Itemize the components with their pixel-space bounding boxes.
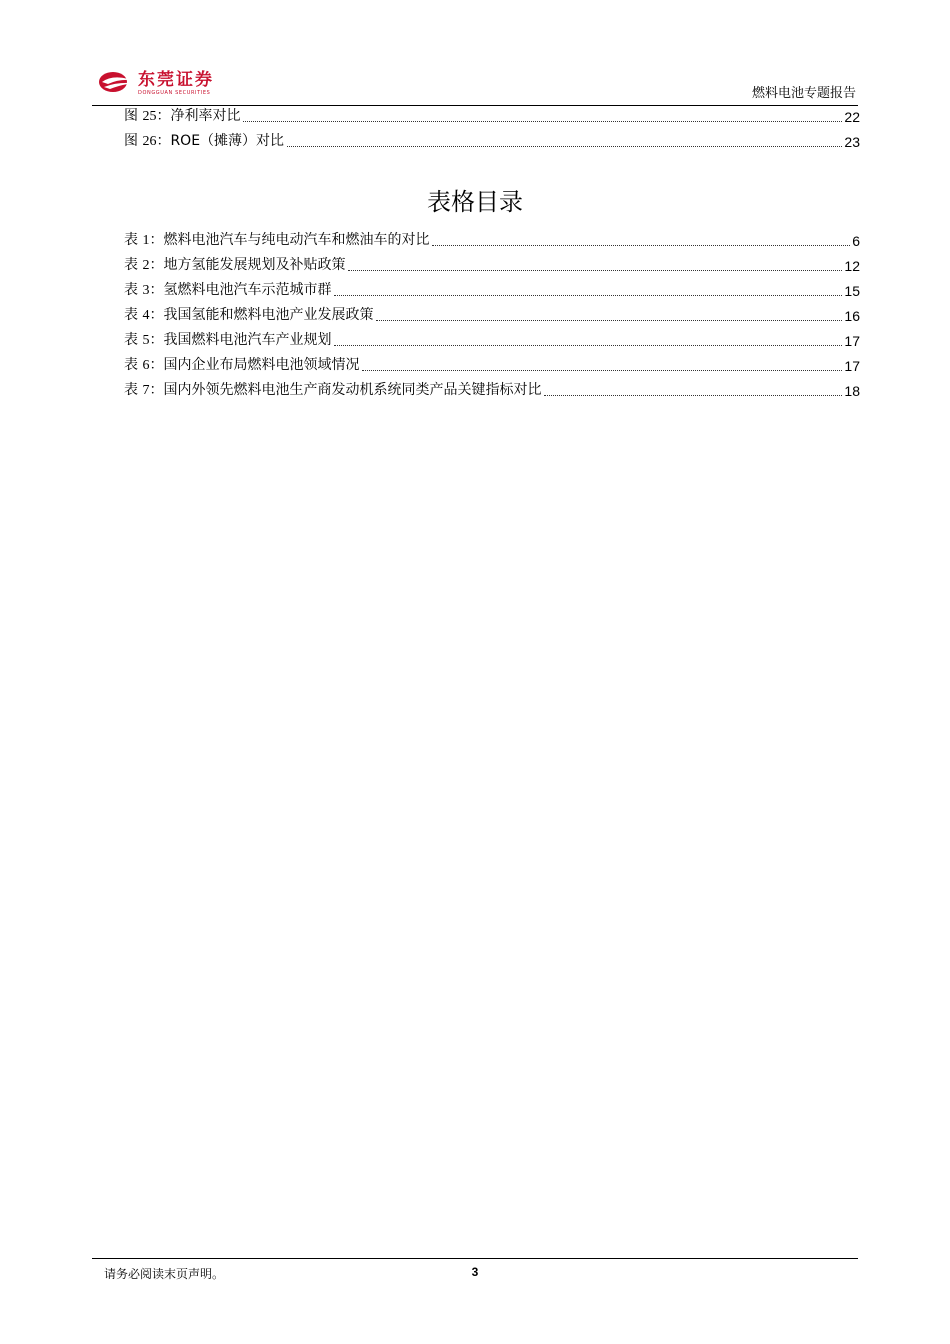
toc-entry-label: 图 26：ROE（摊薄）对比 <box>124 133 285 149</box>
toc-page-number: 16 <box>844 308 860 324</box>
toc-entry-label: 表 2：地方氢能发展规划及补贴政策 <box>124 257 346 273</box>
footer-divider <box>92 1258 858 1259</box>
toc-page-number: 18 <box>844 383 860 399</box>
table-toc-heading: 表格目录 <box>427 188 523 216</box>
toc-entry-table[interactable] <box>124 305 860 325</box>
toc-dot-leader <box>376 320 842 321</box>
toc-entry-label: 表 7：国内外领先燃料电池生产商发动机系统同类产品关键指标对比 <box>124 382 542 398</box>
toc-entry-table[interactable] <box>124 330 860 350</box>
logo-mark-icon <box>98 70 134 94</box>
disclaimer-note: 请务必阅读末页声明。 <box>104 1267 225 1281</box>
toc-dot-leader <box>432 245 850 246</box>
toc-dot-leader <box>544 395 842 396</box>
toc-entry-table[interactable] <box>124 380 860 400</box>
toc-dot-leader <box>348 270 842 271</box>
toc-page-number: 15 <box>844 283 860 299</box>
company-logo <box>98 70 214 96</box>
toc-dot-leader <box>243 121 842 122</box>
report-title: 燃料电池专题报告 <box>751 86 856 101</box>
toc-entry-label: 表 3：氢燃料电池汽车示范城市群 <box>124 282 332 298</box>
toc-page-number: 17 <box>844 333 860 349</box>
toc-entry-label: 表 1：燃料电池汽车与纯电动汽车和燃油车的对比 <box>124 232 430 248</box>
toc-entry-label: 图 25：净利率对比 <box>124 108 241 124</box>
logo-english-name: DONGGUAN SECURITIES <box>138 90 211 96</box>
toc-entry-table[interactable] <box>124 255 860 275</box>
logo-chinese-name: 东莞证券 <box>138 70 214 90</box>
toc-page-number: 23 <box>844 134 860 150</box>
toc-page-number: 17 <box>844 358 860 374</box>
toc-entry-table[interactable] <box>124 355 860 375</box>
toc-page-number: 12 <box>844 258 860 274</box>
toc-entry-label: 表 6：国内企业布局燃料电池领域情况 <box>124 357 360 373</box>
page-header <box>92 68 858 106</box>
toc-page-number: 6 <box>852 233 860 249</box>
toc-entry-table[interactable] <box>124 230 860 250</box>
toc-entry-table[interactable] <box>124 280 860 300</box>
toc-dot-leader <box>334 295 842 296</box>
toc-page-number: 22 <box>844 109 860 125</box>
toc-entry-label: 表 5：我国燃料电池汽车产业规划 <box>124 332 332 348</box>
toc-dot-leader <box>362 370 842 371</box>
toc-entry-figure[interactable] <box>124 131 860 151</box>
toc-entry-figure[interactable] <box>124 106 860 126</box>
toc-dot-leader <box>287 146 842 147</box>
toc-dot-leader <box>334 345 842 346</box>
toc-entry-label: 表 4：我国氢能和燃料电池产业发展政策 <box>124 307 374 323</box>
page-number: 3 <box>471 1265 479 1279</box>
